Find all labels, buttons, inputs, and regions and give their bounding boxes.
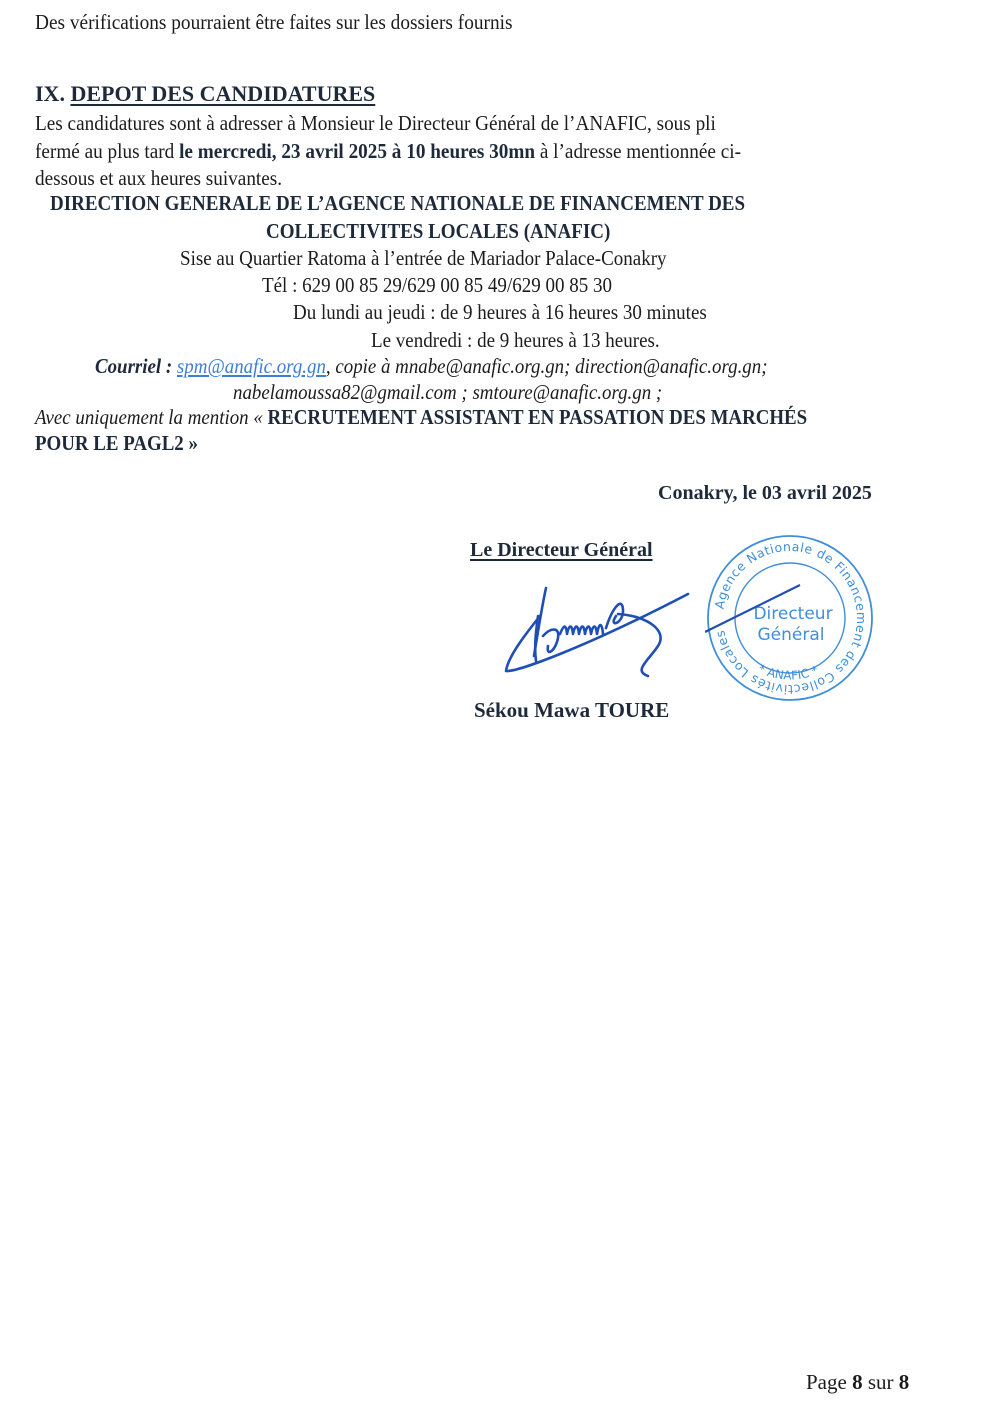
paragraph-line-1: Les candidatures sont à adresser à Monsieur le Directeur Général de l’ANAFIC, sous pli: [35, 111, 716, 135]
section-heading: [35, 82, 375, 106]
stamp-outer-text: Agence Nationale de Financement des Collectivités Locales: [711, 538, 870, 698]
page-label: Page: [806, 1370, 853, 1394]
email-copy-text: , copie à mnabe@anafic.org.gn; direction@anafic.org.gn;: [325, 354, 768, 378]
signatory-name: Sékou Mawa TOURE: [474, 698, 670, 722]
deadline-pre: fermé au plus tard: [35, 139, 180, 163]
signatory-title: Le Directeur Général: [470, 539, 653, 561]
deadline-date: le mercredi, 23 avril 2025 à 10 heures 30mn: [179, 139, 536, 163]
org-name-line-1: DIRECTION GENERALE DE L’AGENCE NATIONALE DE FINANCEMENT DES: [50, 191, 746, 215]
paragraph-line-2: [35, 139, 741, 163]
stamp-bottom-text: * ANAFIC *: [756, 661, 821, 683]
stamp-center-line-2: Général: [757, 625, 825, 645]
hours-weekdays: Du lundi au jeudi : de 9 heures à 16 heures 30 minutes: [293, 300, 707, 324]
official-stamp: [705, 527, 875, 709]
email-link-spm[interactable]: spm@anafic.org.gn: [176, 354, 326, 378]
paragraph-line-3: dessous et aux heures suivantes.: [35, 166, 283, 190]
mention-title: RECRUTEMENT ASSISTANT EN PASSATION DES MARCHÉS: [267, 405, 808, 429]
page-number: [806, 1370, 909, 1394]
mention-line-1: [35, 405, 807, 429]
email-line-1: [95, 354, 767, 378]
handwritten-signature: [498, 576, 698, 686]
org-name-line-2: COLLECTIVITES LOCALES (ANAFIC): [266, 219, 611, 243]
org-phone: Tél : 629 00 85 29/629 00 85 49/629 00 85 30: [262, 273, 613, 297]
org-location: Sise au Quartier Ratoma à l’entrée de Mariador Palace-Conakry: [180, 246, 667, 270]
deadline-post: à l’adresse mentionnée ci-: [535, 139, 741, 163]
page-total: 8: [898, 1370, 910, 1394]
page-separator: sur: [862, 1370, 899, 1394]
section-number: IX.: [35, 81, 65, 106]
email-label: Courriel :: [95, 354, 173, 378]
hours-friday: Le vendredi : de 9 heures à 13 heures.: [371, 328, 660, 352]
place-date: Conakry, le 03 avril 2025: [658, 482, 872, 504]
mention-line-2: POUR LE PAGL2 »: [35, 431, 198, 455]
stamp-center-line-1: Directeur: [753, 604, 833, 624]
intro-line: Des vérifications pourraient être faites sur les dossiers fournis: [35, 10, 513, 34]
mention-prefix: Avec uniquement la mention «: [35, 405, 268, 429]
section-title: DEPOT DES CANDIDATURES: [70, 81, 376, 106]
email-line-2: nabelamoussa82@gmail.com ; smtoure@anafic.org.gn ;: [233, 380, 663, 404]
page-current: 8: [852, 1370, 863, 1394]
